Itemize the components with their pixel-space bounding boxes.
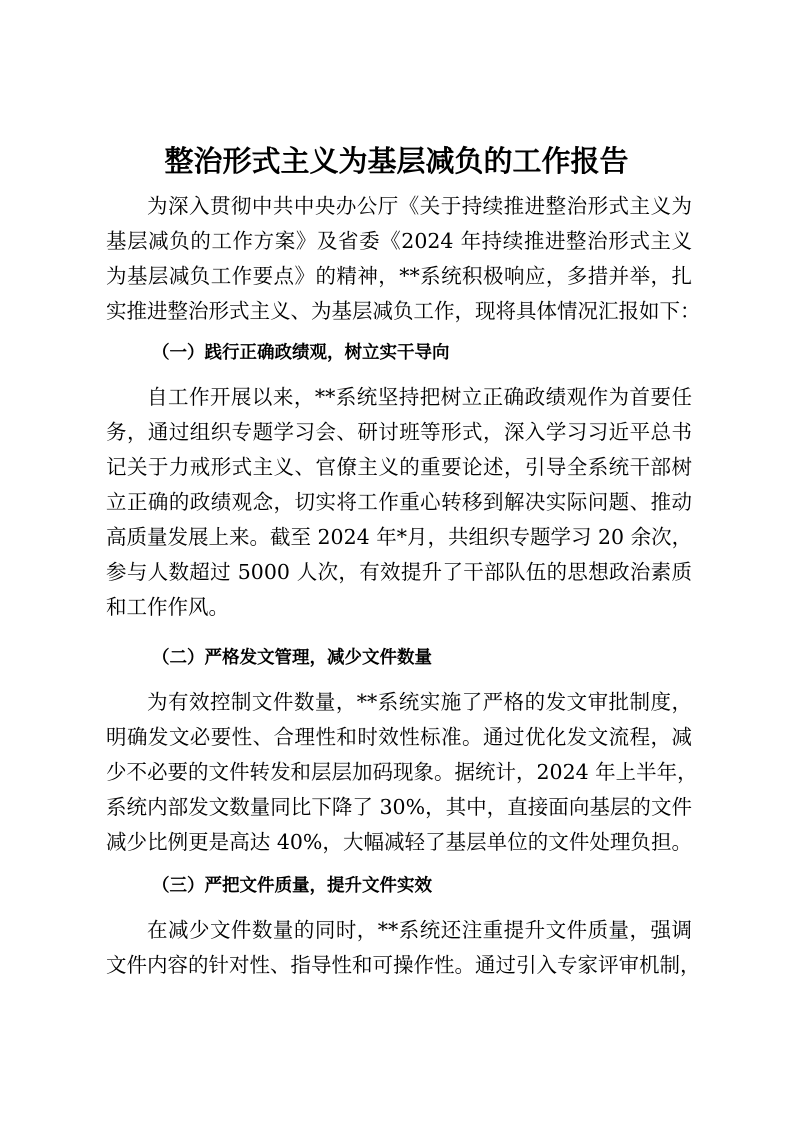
section-1-line-2: 务，通过组织专题学习会、研讨班等形式，深入学习习近平总书 [106,420,692,444]
section-1-line-3: 记关于力戒形式主义、官僚主义的重要论述，引导全系统干部树 [106,455,692,479]
section-2-line-1: 为有效控制文件数量，**系统实施了严格的发文审批制度， [147,690,692,714]
section-1-line-6: 参与人数超过 5000 人次，有效提升了干部队伍的思想政治素质 [106,560,692,584]
section-1-heading: （一）践行正确政绩观，树立实干导向 [152,343,450,363]
section-1-line-5: 高质量发展上来。截至 2024 年*月，共组织专题学习 20 余次， [106,525,693,549]
intro-line-2: 基层减负的工作方案》及省委《2024 年持续推进整治形式主义 [106,229,692,253]
section-3-line-1: 在减少文件数量的同时，**系统还注重提升文件质量，强调 [147,918,692,942]
intro-line-1: 为深入贯彻中共中央办公厅《关于持续推进整治形式主义为 [147,194,692,218]
section-1-line-4: 立正确的政绩观念，切实将工作重心转移到解决实际问题、推动 [106,490,692,514]
section-3-heading: （三）严把文件质量，提升文件实效 [152,876,432,896]
intro-line-4: 实推进整治形式主义、为基层减负工作，现将具体情况汇报如下： [106,299,701,323]
document-title: 整治形式主义为基层减负的工作报告 [164,144,629,178]
section-1-line-1: 自工作开展以来，**系统坚持把树立正确政绩观作为首要任 [147,385,692,409]
section-2-line-5: 减少比例更是高达 40%，大幅减轻了基层单位的文件处理负担。 [106,830,692,854]
section-2-heading: （二）严格发文管理，减少文件数量 [152,648,432,668]
section-1-line-7: 和工作作风。 [106,595,229,619]
section-2-line-2: 明确发文必要性、合理性和时效性标准。通过优化发文流程，减 [106,725,692,749]
section-2-line-4: 系统内部发文数量同比下降了 30%，其中，直接面向基层的文件 [106,795,692,819]
intro-line-3: 为基层减负工作要点》的精神，**系统积极响应，多措并举，扎 [106,264,692,288]
section-3-line-2: 文件内容的针对性、指导性和可操作性。通过引入专家评审机制， [106,953,701,977]
section-2-line-3: 少不必要的文件转发和层层加码现象。据统计，2024 年上半年， [106,760,698,784]
